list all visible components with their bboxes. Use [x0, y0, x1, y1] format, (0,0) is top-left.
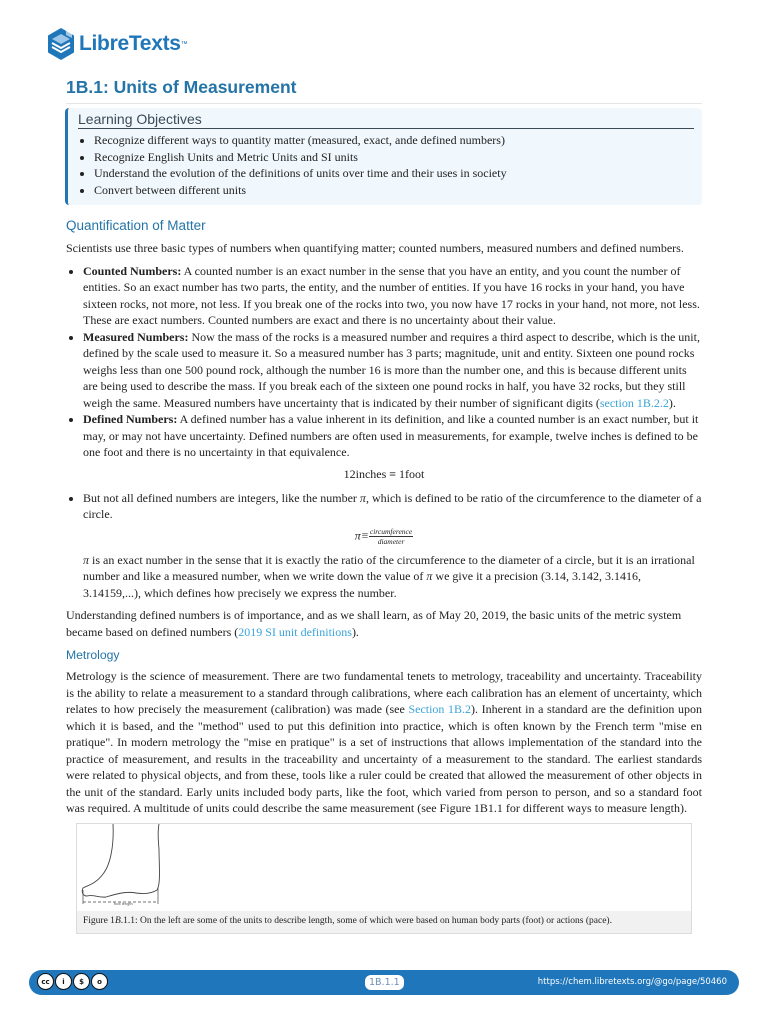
counted-label: Counted Numbers: [83, 263, 182, 278]
page-title: 1B.1: Units of Measurement [66, 76, 702, 104]
equation-pi [66, 527, 702, 546]
learning-objectives-list [78, 132, 694, 198]
page-number-badge: 1B.1.1 [365, 975, 404, 990]
measured-text: Now the mass of the rocks is a measured number and requires a third aspect to describe, which is the unit, defined by the scale used to measure it. So a measured number has 3 parts; magnitude, unit and entity. Sixteen one pound rocks weighs less than one 500 pound rock, although the number 16 is more than the number one, and this is because different units are being used to describe the mass. If you break each of the sixteen one pound rocks in half, you have 32 rocks, but they still weigh the same. Measured numbers have uncertainty that is indicated by their number of significant digits ( [83, 329, 700, 410]
foot-length-label: foot length [114, 900, 133, 906]
closing-after: ). [351, 624, 359, 639]
figure-1b11 [76, 823, 692, 934]
pi-symbol: π [83, 552, 90, 567]
equation-pi-lhs: π≡ [354, 527, 369, 542]
page-url-link[interactable]: https://chem.libretexts.org/@go/page/50460 [537, 977, 727, 987]
section-heading-quantification: Quantification of Matter [66, 218, 206, 233]
sa-icon: o [91, 973, 108, 990]
closing-paragraph [66, 607, 702, 640]
list-item-counted [83, 263, 702, 329]
page-content [66, 76, 702, 934]
pi-symbol: π [426, 569, 433, 583]
libretexts-logo[interactable] [46, 26, 188, 62]
logo-wordmark: LibreTexts [79, 32, 181, 55]
caption-italic: B [114, 915, 121, 926]
quantification-intro: Scientists use three basic types of numbers when quantifying matter; counted numbers, measured numbers and defined numbers. [66, 241, 684, 255]
pi-list [66, 490, 702, 523]
pi-para-text1: is an exact number in the sense that it is exactly the ratio of the circumference to the diameter of a circle, but it is an irrational number and like a measured number, when we write down the value of [83, 552, 695, 583]
measured-after: ). [668, 395, 676, 410]
foot-illustration [81, 824, 171, 911]
pi-bullet-before: But not all defined numbers are integers, like the number [83, 490, 360, 505]
objective-item: • Recognize English Units and Metric Units and SI units [94, 149, 694, 166]
counted-text: A counted number is an exact number in the sense that you have an entity, and you count the number of entities. So an exact number has two parts, the entity, and the number of entities. If you have 16 rocks in your hand, you have sixteen rocks, not more, not less. If you break one of the rocks into two, you now have 17 rocks in your hand, not more, not less. These are exact numbers. Counted numbers are exact and there is no uncertainty about their value. [83, 263, 700, 327]
license-icons[interactable] [37, 973, 108, 990]
section-1b22-link[interactable]: section 1B.2.2 [599, 395, 669, 410]
list-item-measured [83, 329, 702, 412]
measured-label: Measured Numbers: [83, 329, 189, 344]
number-types-list [66, 263, 702, 461]
metrology-text1: Metrology is the science of measurement. There are two fundamental tenets to metrology, traceability and uncertainty. Traceability is the ability to relate a measurement to a standard through calibrations, where each calibration has an element of uncertainty, which relates to how precisely the measurement (calibration) was made (see [66, 669, 702, 716]
figure-caption [77, 911, 691, 933]
cc-icon: cc [37, 973, 54, 990]
list-item-pi [83, 490, 702, 523]
learning-objectives-title: Learning Objectives [78, 111, 694, 129]
equation-inches-foot: 12inches ≡ 1foot [343, 466, 425, 481]
defined-label: Defined Numbers: [83, 412, 178, 426]
learning-objectives-box [65, 108, 702, 205]
pi-bullet-after: , which is defined to be ratio of the circumference to the diameter of a circle. [83, 490, 702, 521]
caption-rest: .1.1: On the left are some of the units to describe length, some of which were based on human body parts (foot) or actions (pace). [120, 915, 612, 926]
caption-prefix: Figure 1 [83, 915, 115, 926]
objective-item: • Recognize different ways to quantity matter (measured, exact, ande defined numbers) [94, 132, 694, 149]
objective-item: • Convert between different units [94, 182, 694, 199]
closing-text: Understanding defined numbers is of importance, and as we shall learn, as of May 20, 2019, the basic units of the metric system became based on defined numbers ( [66, 608, 682, 639]
si-definitions-link[interactable]: 2019 SI unit definitions [238, 624, 352, 639]
section-1b2-link[interactable]: Section 1B.2 [408, 702, 472, 716]
fraction-denominator: diameter [377, 536, 405, 546]
metrology-text2: ). Inherent in a standard are the definition upon which it is based, and the "method" used to put this definition into practice, which is often known by the French term "mise en pratique". In modern metrology the "mise en pratique" is a set of instructions that allows implementation of the standard into the practice of measurement, and results in the traceability and uncertainty of a measurement to the standard. The earliest standards were related to physical objects, and from these, tools like a ruler could be created that allowed the measurement of other objects in the unit of the standard. Early units included body parts, like the foot, which varied from person to person, and so a standard foot was required. A multitude of units could describe the same measurement (see Figure 1B1.1 for different ways to measure length). [66, 702, 703, 815]
list-item-defined [83, 411, 702, 461]
objective-item: • Understand the evolution of the definitions of units over time and their uses in society [94, 165, 694, 182]
footer-bar [29, 970, 739, 995]
pi-para-text2: we give it a precision (3.14, 3.142, 3.1416, 3.14159,...), which defines how precisely we express the number. [83, 569, 642, 600]
pi-symbol: π [359, 490, 366, 505]
section-heading-metrology: Metrology [66, 648, 120, 662]
figure-image [77, 824, 691, 911]
fraction [369, 527, 413, 546]
defined-text: A defined number has a value inherent in its definition, and like a counted number is an exact number, but it may, or may not have uncertainty. Defined numbers are often used in measurements, for example, twelve inches is defined to be one foot and there is no uncertainty in that equivalence. [83, 412, 699, 459]
metrology-paragraph [66, 668, 702, 817]
fraction-numerator: circumference [369, 526, 413, 536]
pi-paragraph [66, 552, 702, 602]
by-icon: i [55, 973, 72, 990]
nc-icon: $ [73, 973, 90, 990]
libretexts-logo-icon [46, 27, 76, 61]
logo-trademark: ™ [180, 40, 188, 48]
